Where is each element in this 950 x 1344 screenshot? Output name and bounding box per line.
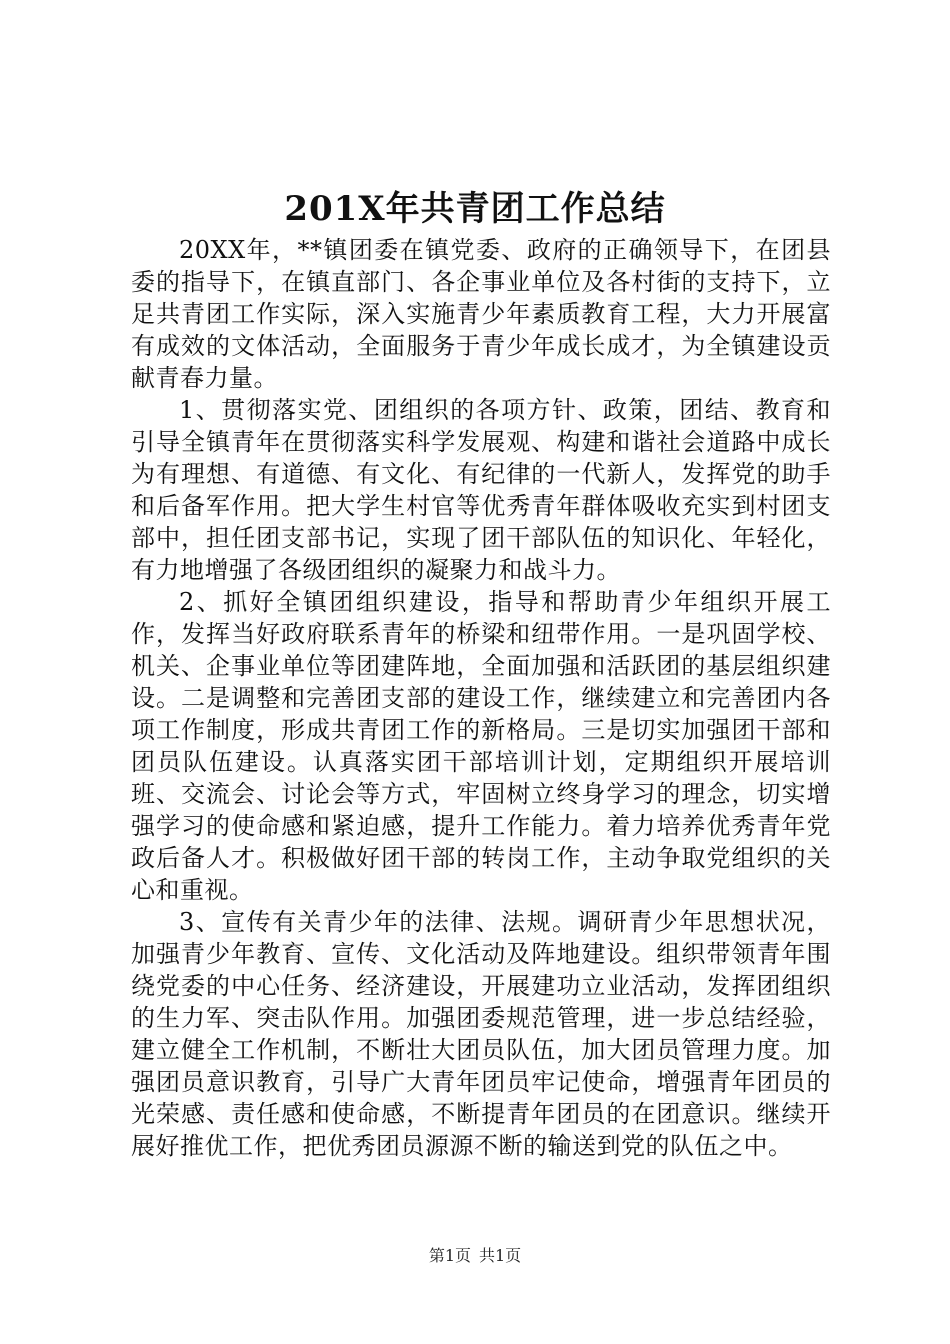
page-number-current: 第1页 <box>428 1246 471 1265</box>
paragraph-item-3: 3、宣传有关青少年的法律、法规。调研青少年思想状况，加强青少年教育、宣传、文化活动及阵地建设。组织带领青年围绕党委的中心任务、经济建设，开展建功立业活动，发挥团组织的生力军、突击队作用。加强团委规范管理，进一步总结经验，建立健全工作机制，不断壮大团员队伍，加大团员管理力度。加强团员意识教育，引导广大青年团员牢记使命，增强青年团员的光荣感、责任感和使命感，不断提青年团员的在团意识。继续开展好推优工作，把优秀团员源源不断的输送到党的队伍之中。 <box>131 908 831 1160</box>
page-footer <box>0 1246 950 1266</box>
paragraph-intro: 20XX年，**镇团委在镇党委、政府的正确领导下，在团县委的指导下，在镇直部门、各企事业单位及各村街的支持下，立足共青团工作实际，深入实施青少年素质教育工程，大力开展富有成效的文体活动，全面服务于青少年成长成才，为全镇建设贡献青春力量。 <box>131 236 831 392</box>
page-number-total: 共1页 <box>479 1246 522 1265</box>
document-title: 201X年共青团工作总结 <box>284 189 666 229</box>
paragraph-item-1: 1、贯彻落实党、团组织的各项方针、政策，团结、教育和引导全镇青年在贯彻落实科学发展观、构建和谐社会道路中成长为有理想、有道德、有文化、有纪律的一代新人，发挥党的助手和后备军作用。把大学生村官等优秀青年群体吸收充实到村团支部中，担任团支部书记，实现了团干部队伍的知识化、年轻化，有力地增强了各级团组织的凝聚力和战斗力。 <box>131 396 831 584</box>
paragraph-item-2: 2、抓好全镇团组织建设，指导和帮助青少年组织开展工作，发挥当好政府联系青年的桥梁和纽带作用。一是巩固学校、机关、企事业单位等团建阵地，全面加强和活跃团的基层组织建设。二是调整和完善团支部的建设工作，继续建立和完善团内各项工作制度，形成共青团工作的新格局。三是切实加强团干部和团员队伍建设。认真落实团干部培训计划，定期组织开展培训班、交流会、讨论会等方式，牢固树立终身学习的理念，切实增强学习的使命感和紧迫感，提升工作能力。着力培养优秀青年党政后备人才。积极做好团干部的转岗工作，主动争取党组织的关心和重视。 <box>131 588 831 904</box>
document-body <box>131 234 831 1162</box>
